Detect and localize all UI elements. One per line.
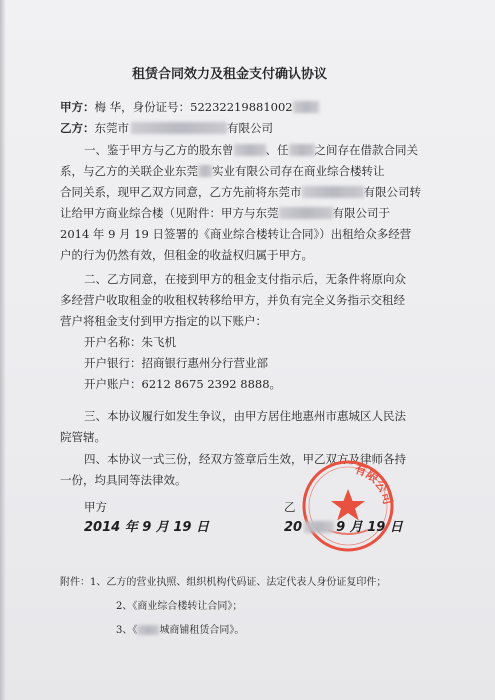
attachment-item-1: 1、乙方的营业执照、组织机构代码证、法定代表人身份证复印件； — [90, 577, 387, 588]
party-b-suffix: 有限公司 — [227, 121, 273, 135]
clause4-line2: 一份，均具同等法律效。 — [60, 473, 187, 487]
clause1-text: 合同关系，现甲乙双方同意，乙方先前将东莞市 — [60, 185, 302, 199]
party-b-line — [60, 121, 273, 135]
redaction-blur — [198, 165, 212, 177]
clause2-line2: 多经营户收取租金的收租权转移给甲方，并负有完全义务指示交租经 — [60, 293, 405, 307]
party-b-label: 乙方： — [60, 121, 95, 135]
party-b-signature-date — [284, 516, 403, 535]
clause1-line3 — [60, 185, 421, 199]
account-name-label: 开户名称： — [84, 335, 142, 349]
clause1-text: 之间存在借款合同关 — [314, 143, 418, 157]
attachment-item-3 — [116, 624, 244, 638]
party-a-id-prefix: ，身份证号： — [121, 100, 191, 114]
clause1-text: 让给甲方商业综合楼（见附件：甲方与东莞 — [60, 206, 279, 220]
clause1-text: 有限公司转 — [363, 185, 421, 199]
seal-arc-text: 有限公司 — [352, 461, 396, 506]
attachment-item-3-start: 3、《 — [116, 625, 138, 636]
clause1-line6: 户的行为仍然有效，但租金的收益权归属于甲方。 — [60, 248, 313, 262]
clause2-line3: 营户将租金支付到甲方指定的以下账户： — [60, 314, 267, 328]
attachments-line1 — [60, 576, 386, 590]
clause3-line1: 三、本协议履行如发生争议，由甲方居住地惠州市惠城区人民法 — [84, 409, 406, 423]
party-b-date-end: 9 月 19 日 — [336, 520, 403, 535]
seal-text — [353, 461, 395, 506]
clause1-line2 — [60, 164, 385, 178]
attachments-label: 附件： — [60, 577, 90, 588]
clause1-text: 系，与乙方的关联企业东莞 — [60, 164, 198, 178]
party-b-prefix: 东莞市 — [94, 121, 129, 135]
clause1-text: 有限公司于 — [332, 206, 390, 220]
clause4-line1: 四、本协议一式三份，经双方签章后生效，甲乙双方及律师各持 — [84, 452, 406, 466]
account-number-value: 6212 8675 2392 8888。 — [141, 377, 282, 391]
bank-line — [84, 356, 268, 370]
party-a-signature-label: 甲方 — [84, 500, 107, 514]
redaction-blur — [131, 122, 227, 134]
party-a-name: 梅 华 — [94, 100, 122, 114]
account-name-value: 朱飞机 — [141, 335, 176, 349]
party-a-line — [60, 100, 319, 114]
redaction-blur — [289, 144, 315, 156]
account-number-label: 开户账户： — [84, 377, 142, 391]
redaction-blur — [137, 625, 159, 635]
bank-label: 开户银行： — [84, 356, 142, 370]
account-name-line — [84, 335, 176, 349]
party-a-label: 甲方： — [60, 100, 95, 114]
attachment-item-2: 2、《商业综合楼转让合同》； — [116, 601, 243, 612]
clause1-text: 实业有限公司存在商业综合楼转让 — [212, 164, 385, 178]
account-number-line — [84, 377, 281, 391]
party-b-signature-label: 乙 — [284, 500, 296, 514]
party-b-date-start: 20 — [284, 520, 303, 535]
redaction-blur — [279, 207, 333, 219]
clause1-line1 — [84, 143, 418, 157]
party-a-id-number: 52232219881002 — [190, 100, 293, 114]
redaction-blur — [234, 144, 266, 156]
clause1-line5: 2014 年 9 月 19 日签署的《商业综合楼转让合同》）出租给众多经营 — [60, 227, 412, 241]
redaction-blur — [293, 101, 319, 113]
bank-value: 招商银行惠州分行营业部 — [141, 356, 268, 370]
attachment-item-3-end: 城商铺租赁合同》。 — [159, 625, 245, 636]
redaction-blur — [302, 186, 364, 198]
clause1-line4 — [60, 206, 390, 220]
party-a-signature-date: 2014 年 9 月 19 日 — [84, 520, 209, 535]
company-seal — [298, 456, 398, 556]
scan-edge-shadow — [0, 0, 6, 700]
clause3-line2: 院管辖。 — [60, 430, 106, 444]
redaction-blur — [304, 521, 334, 533]
clause1-text: 、任 — [265, 143, 289, 157]
clause1-text: 一、鉴于甲方与乙方的股东曾 — [84, 143, 234, 157]
clause2-line1: 二、乙方同意，在接到甲方的租金支付指示后，无条件将原向众 — [84, 272, 406, 286]
document-title: 租赁合同效力及租金支付确认协议 — [132, 67, 328, 82]
